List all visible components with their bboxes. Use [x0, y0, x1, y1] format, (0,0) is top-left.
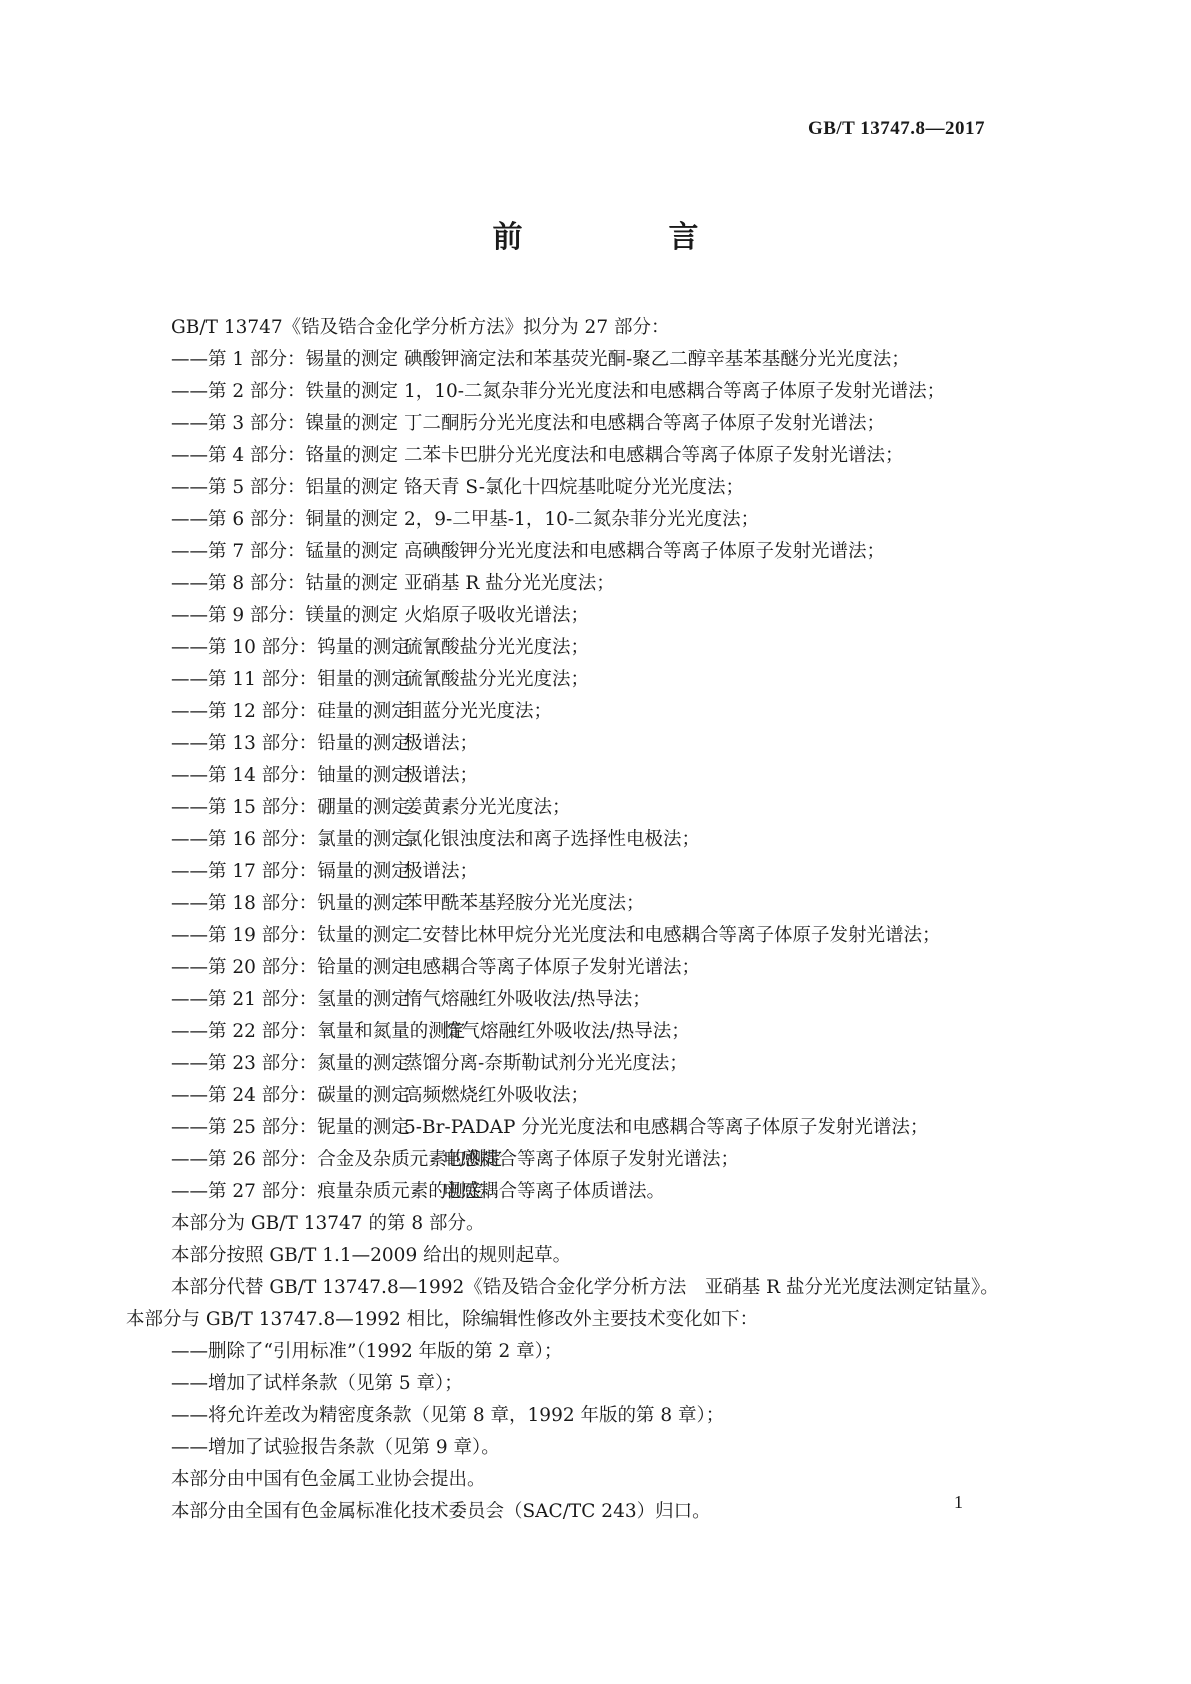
part-method: 硫氰酸盐分光光度法； — [404, 669, 590, 690]
part-name: ——第 6 部分：铜量的测定 — [171, 509, 399, 530]
part-name: ——第 13 部分：铅量的测定 — [171, 733, 410, 754]
part-item — [138, 952, 1044, 984]
part-method: 1，10-二氮杂菲分光光度法和电感耦合等离子体原子发射光谱法； — [404, 381, 946, 402]
part-method: 2，9-二甲基-1，10-二氮杂菲分光光度法； — [404, 509, 760, 530]
part-name: ——第 9 部分：镁量的测定 — [171, 605, 399, 626]
part-item — [138, 632, 1044, 664]
part-item — [138, 696, 1044, 728]
part-method: 极谱法； — [404, 861, 479, 882]
part-name: ——第 21 部分：氢量的测定 — [171, 989, 410, 1010]
proposed-paragraph: 本部分由中国有色金属工业协会提出。 — [171, 1469, 486, 1490]
part-name: ——第 22 部分：氧量和氮量的测定 — [171, 1021, 466, 1042]
part-item — [138, 376, 1044, 408]
part-method: 高碘酸钾分光光度法和电感耦合等离子体原子发射光谱法； — [404, 541, 886, 562]
part-item — [138, 568, 1044, 600]
part-item — [138, 856, 1044, 888]
part-name: ——第 11 部分：钼量的测定 — [171, 669, 410, 690]
part-method: 氯化银浊度法和离子选择性电极法； — [404, 829, 701, 850]
part-method: 碘酸钾滴定法和苯基荧光酮-聚乙二醇辛基苯基醚分光光度法； — [404, 349, 910, 370]
changes-list — [138, 1336, 1044, 1464]
part-name: ——第 16 部分：氯量的测定 — [171, 829, 410, 850]
part-item — [138, 1144, 1044, 1176]
part-method: 亚硝基 R 盐分光光度法； — [404, 573, 615, 594]
part-item — [138, 824, 1044, 856]
preface-title: 前 言 — [492, 220, 757, 255]
part-item — [138, 728, 1044, 760]
part-item — [138, 760, 1044, 792]
part-name: ——第 4 部分：铬量的测定 — [171, 445, 399, 466]
part-method: 电感耦合等离子体质谱法。 — [443, 1181, 666, 1202]
part-item — [138, 888, 1044, 920]
part-name: ——第 23 部分：氮量的测定 — [171, 1053, 410, 1074]
part-of-paragraph: 本部分为 GB/T 13747 的第 8 部分。 — [171, 1213, 485, 1234]
part-name: ——第 14 部分：铀量的测定 — [171, 765, 410, 786]
part-method: 苯甲酰苯基羟胺分光光度法； — [404, 893, 645, 914]
part-method: 高频燃烧红外吸收法； — [404, 1085, 590, 1106]
compare-paragraph: 本部分与 GB/T 13747.8—1992 相比，除编辑性修改外主要技术变化如下： — [126, 1309, 759, 1330]
part-method: 二苯卡巴肼分光光度法和电感耦合等离子体原子发射光谱法； — [404, 445, 904, 466]
part-item — [138, 536, 1044, 568]
part-name: ——第 25 部分：铌量的测定 — [171, 1117, 410, 1138]
part-item — [138, 600, 1044, 632]
drafting-paragraph: 本部分按照 GB/T 1.1—2009 给出的规则起草。 — [171, 1245, 572, 1266]
part-method: 丁二酮肟分光光度法和电感耦合等离子体原子发射光谱法； — [404, 413, 886, 434]
part-method: 钼蓝分光光度法； — [404, 701, 553, 722]
part-name: ——第 20 部分：铪量的测定 — [171, 957, 410, 978]
intro-paragraph: GB/T 13747《锆及锆合金化学分析方法》拟分为 27 部分： — [171, 317, 670, 338]
part-name: ——第 26 部分：合金及杂质元素的测定 — [171, 1149, 503, 1170]
part-name: ——第 15 部分：硼量的测定 — [171, 797, 410, 818]
part-method: 惰气熔融红外吸收法/热导法； — [404, 989, 651, 1010]
part-method: 硫氰酸盐分光光度法； — [404, 637, 590, 658]
part-method: 电感耦合等离子体原子发射光谱法； — [443, 1149, 740, 1170]
part-name: ——第 3 部分：镍量的测定 — [171, 413, 399, 434]
change-item: ——增加了试验报告条款（见第 9 章）。 — [171, 1437, 500, 1458]
standard-code: GB/T 13747.8—2017 — [807, 118, 985, 139]
change-item: ——删除了“引用标准”（1992 年版的第 2 章）； — [171, 1341, 563, 1362]
part-method: 极谱法； — [404, 765, 479, 786]
parts-list — [138, 344, 1044, 1208]
part-item — [138, 1176, 1044, 1208]
part-item — [138, 472, 1044, 504]
part-method: 惰气熔融红外吸收法/热导法； — [443, 1021, 690, 1042]
part-method: 二安替比林甲烷分光光度法和电感耦合等离子体原子发射光谱法； — [404, 925, 941, 946]
centralized-paragraph: 本部分由全国有色金属标准化技术委员会（SAC/TC 243）归口。 — [171, 1501, 711, 1522]
page-number: 1 — [954, 1492, 963, 1512]
part-method: 火焰原子吸收光谱法； — [404, 605, 590, 626]
part-item — [138, 440, 1044, 472]
part-name: ——第 17 部分：镉量的测定 — [171, 861, 410, 882]
part-name: ——第 18 部分：钒量的测定 — [171, 893, 410, 914]
part-method: 极谱法； — [404, 733, 479, 754]
part-name: ——第 7 部分：锰量的测定 — [171, 541, 399, 562]
part-name: ——第 1 部分：锡量的测定 — [171, 349, 399, 370]
part-method: 5-Br-PADAP 分光光度法和电感耦合等离子体原子发射光谱法； — [404, 1117, 929, 1138]
part-method: 电感耦合等离子体原子发射光谱法； — [404, 957, 701, 978]
change-item: ——增加了试样条款（见第 5 章）； — [171, 1373, 463, 1394]
part-method: 蒸馏分离-奈斯勒试剂分光光度法； — [404, 1053, 688, 1074]
part-item — [138, 1048, 1044, 1080]
part-method: 姜黄素分光光度法； — [404, 797, 571, 818]
part-item — [138, 1016, 1044, 1048]
part-item — [138, 1080, 1044, 1112]
part-name: ——第 8 部分：钴量的测定 — [171, 573, 399, 594]
part-item — [138, 664, 1044, 696]
part-item — [138, 408, 1044, 440]
part-item — [138, 920, 1044, 952]
change-item: ——将允许差改为精密度条款（见第 8 章，1992 年版的第 8 章）； — [171, 1405, 725, 1426]
part-item — [138, 344, 1044, 376]
part-name: ——第 24 部分：碳量的测定 — [171, 1085, 410, 1106]
part-name: ——第 10 部分：钨量的测定 — [171, 637, 410, 658]
replaces-paragraph: 本部分代替 GB/T 13747.8—1992《锆及锆合金化学分析方法 亚硝基 R 盐分光光度法测定钴量》。 — [171, 1277, 999, 1298]
part-method: 铬天青 S-氯化十四烷基吡啶分光光度法； — [404, 477, 744, 498]
part-name: ——第 12 部分：硅量的测定 — [171, 701, 410, 722]
part-item — [138, 504, 1044, 536]
part-name: ——第 19 部分：钛量的测定 — [171, 925, 410, 946]
part-name: ——第 27 部分：痕量杂质元素的测定 — [171, 1181, 484, 1202]
preface-body — [126, 312, 1044, 1528]
part-name: ——第 2 部分：铁量的测定 — [171, 381, 399, 402]
part-name: ——第 5 部分：铝量的测定 — [171, 477, 399, 498]
part-item — [138, 1112, 1044, 1144]
part-item — [138, 792, 1044, 824]
part-item — [138, 984, 1044, 1016]
